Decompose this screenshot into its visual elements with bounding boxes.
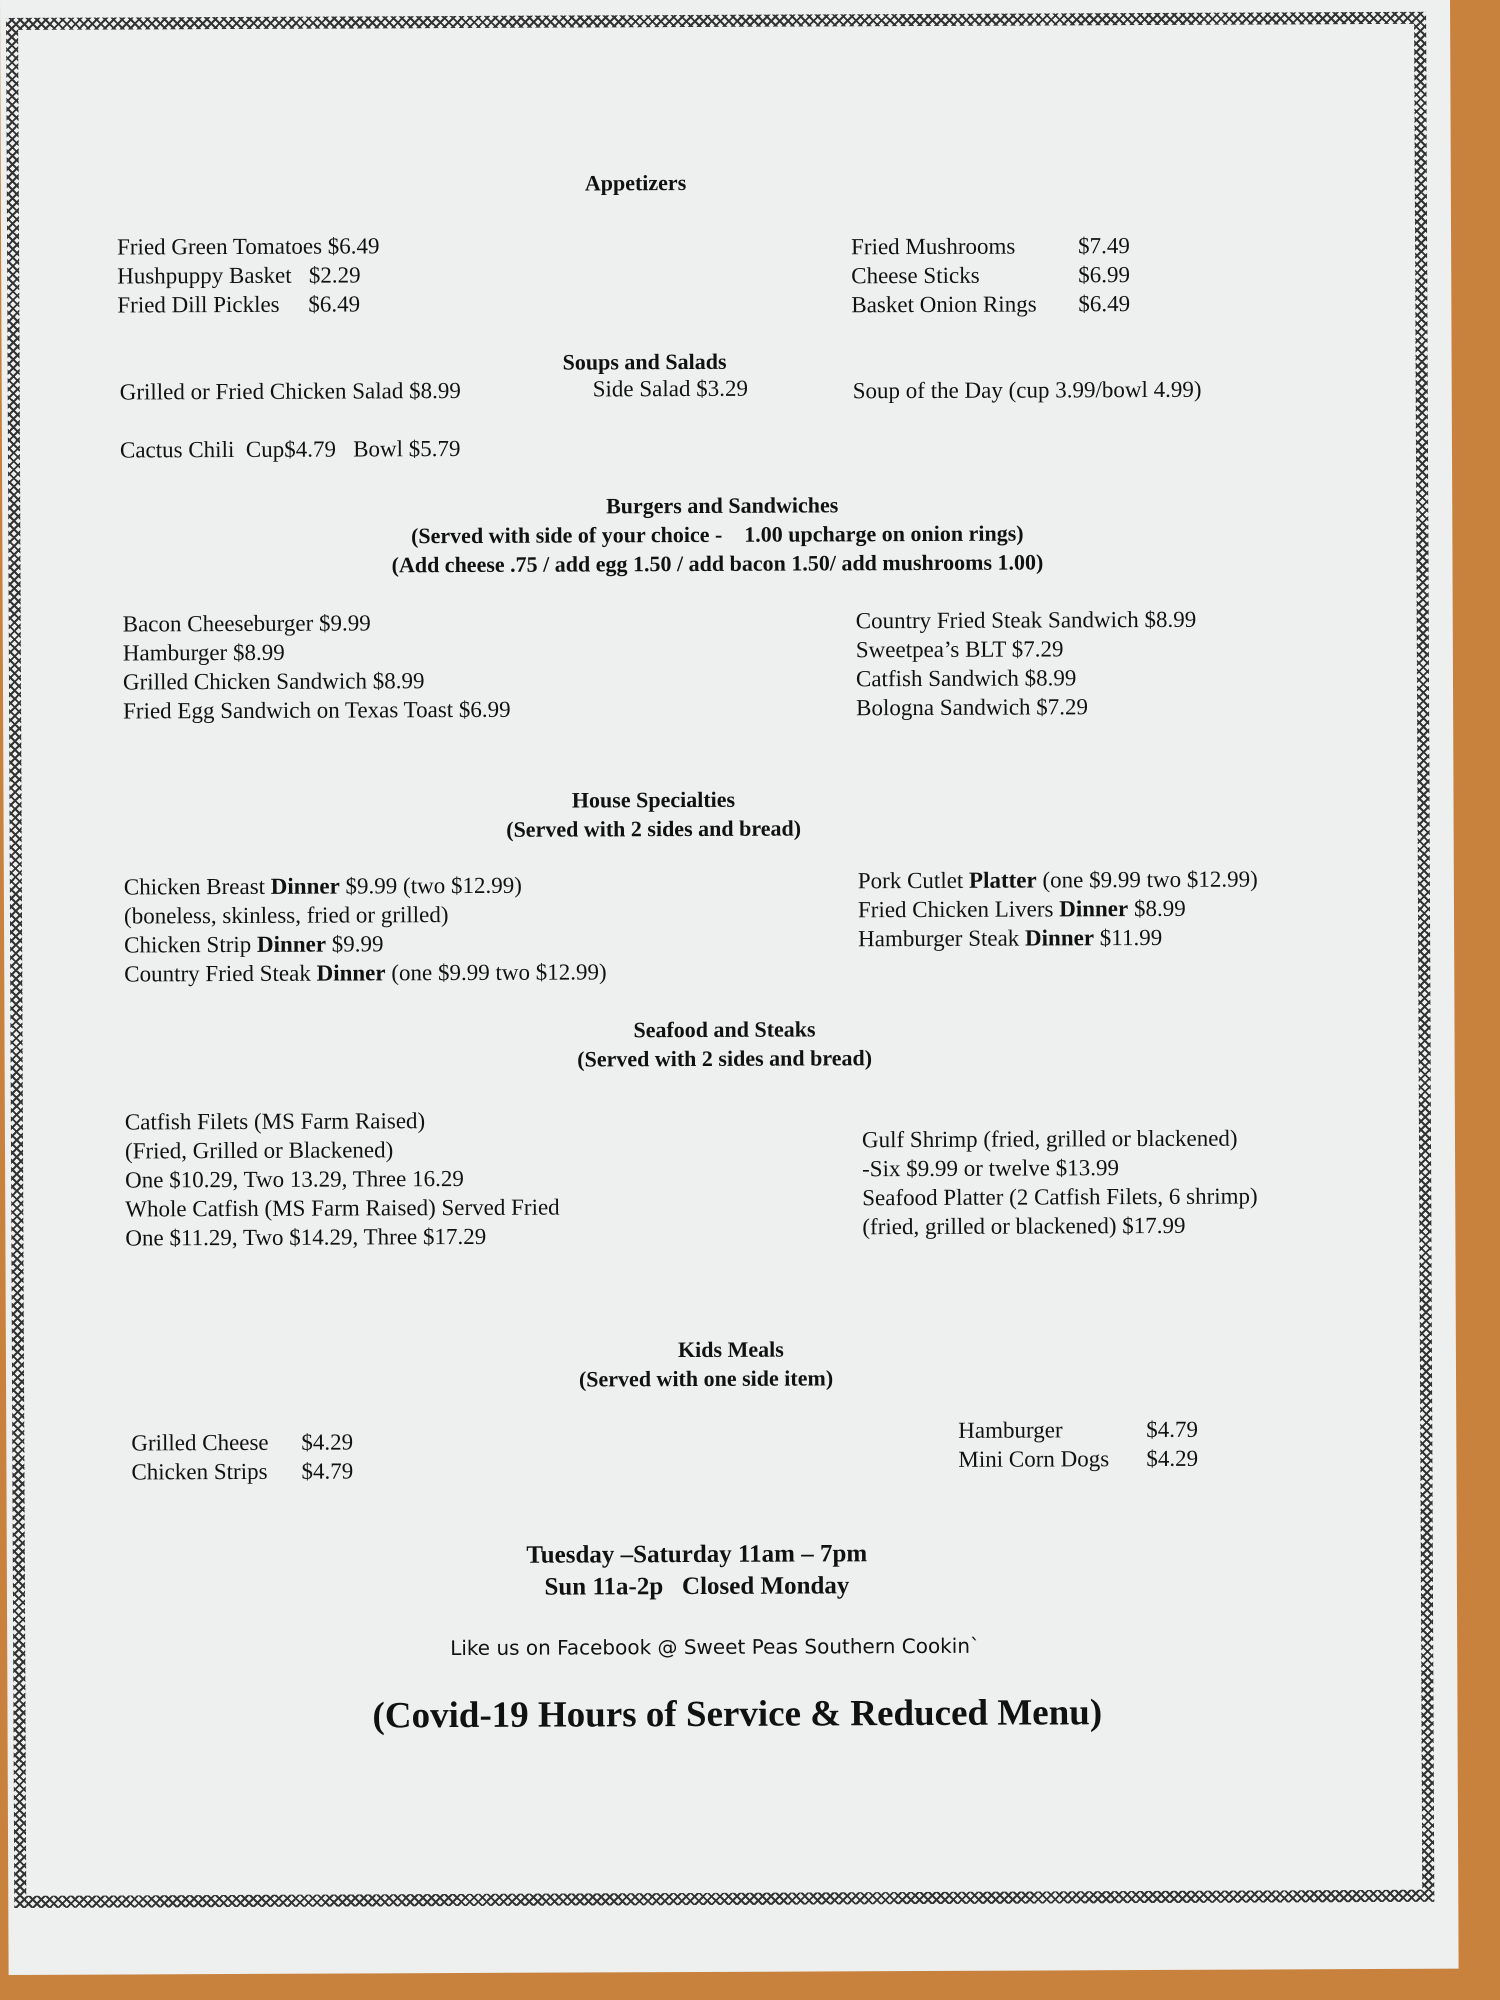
menu-item: Hamburger $8.99 bbox=[122, 639, 285, 666]
menu-item: Hushpuppy Basket $2.29 bbox=[117, 262, 361, 289]
item-price: $11.99 bbox=[1093, 924, 1163, 951]
menu-item: Catfish Filets (MS Farm Raised) bbox=[124, 1108, 426, 1135]
burgers-subheading: (Add cheese .75 / add egg 1.50 / add bacon 1.50/ add mushrooms 1.00) bbox=[391, 549, 1044, 578]
menu-item: Soup of the Day (cup 3.99/bowl 4.99) bbox=[852, 376, 1202, 404]
burgers-left-list bbox=[123, 608, 511, 726]
menu-item: Fried Egg Sandwich on Texas Toast $6.99 bbox=[123, 696, 511, 724]
menu-item bbox=[858, 923, 1258, 954]
menu-item bbox=[858, 865, 1258, 896]
menu-item: Sweetpea’s BLT $7.29 bbox=[855, 636, 1064, 663]
item-price: $9.99 bbox=[325, 931, 384, 957]
house-left-list bbox=[124, 870, 607, 988]
menu-item: Bologna Sandwich $7.29 bbox=[856, 694, 1089, 721]
seafood-heading: Seafood and Steaks bbox=[633, 1016, 816, 1043]
item-price: $8.99 bbox=[1128, 895, 1186, 922]
item-name: Cheese Sticks bbox=[851, 262, 980, 289]
house-subheading: (Served with 2 sides and bread) bbox=[506, 815, 802, 842]
item-text: Country Fried Steak bbox=[124, 960, 317, 987]
menu-item: (Fried, Grilled or Blackened) bbox=[124, 1137, 394, 1164]
item-name: Grilled Cheese bbox=[131, 1429, 269, 1456]
item-price: $4.29 bbox=[301, 1429, 354, 1455]
menu-item bbox=[131, 1427, 353, 1457]
item-name: Fried Mushrooms bbox=[851, 233, 1016, 260]
menu-item: Gulf Shrimp (fried, grilled or blackened) bbox=[861, 1125, 1238, 1153]
item-text: Hamburger Steak bbox=[858, 925, 1026, 952]
menu-item: (fried, grilled or blackened) $17.99 bbox=[862, 1212, 1186, 1240]
item-text: Fried Chicken Livers bbox=[857, 896, 1060, 923]
menu-item: Grilled Chicken Sandwich $8.99 bbox=[122, 668, 425, 695]
menu-item bbox=[124, 928, 606, 959]
menu-item bbox=[851, 289, 1130, 319]
menu-item bbox=[958, 1444, 1198, 1474]
menu-item bbox=[858, 894, 1258, 925]
menu-item: Country Fried Steak Sandwich $8.99 bbox=[855, 606, 1197, 634]
item-text: Chicken Breast bbox=[123, 873, 271, 900]
item-emphasis: Platter bbox=[968, 867, 1037, 893]
item-emphasis: Dinner bbox=[316, 960, 386, 986]
menu-item: Fried Dill Pickles $6.49 bbox=[117, 291, 361, 318]
kids-subheading: (Served with one side item) bbox=[578, 1365, 834, 1392]
menu-item: Grilled or Fried Chicken Salad $8.99 bbox=[119, 377, 461, 405]
item-name: Hamburger bbox=[958, 1417, 1063, 1443]
menu-item bbox=[124, 957, 606, 988]
hours-line-2: Sun 11a-2p Closed Monday bbox=[544, 1572, 850, 1601]
item-text: Pork Cutlet bbox=[857, 867, 970, 894]
appetizers-right-list bbox=[851, 231, 1130, 319]
menu-item: One $11.29, Two $14.29, Three $17.29 bbox=[125, 1223, 487, 1251]
menu-item bbox=[131, 1456, 353, 1486]
appetizers-heading: Appetizers bbox=[584, 170, 687, 196]
item-name: Mini Corn Dogs bbox=[958, 1446, 1110, 1472]
hours-line-1: Tuesday –Saturday 11am – 7pm bbox=[526, 1540, 868, 1569]
menu-item: -Six $9.99 or twelve $13.99 bbox=[862, 1155, 1119, 1182]
item-price: $9.99 (two $12.99) bbox=[339, 872, 522, 899]
item-emphasis: Dinner bbox=[270, 873, 340, 899]
menu-item bbox=[958, 1415, 1198, 1445]
item-text: Chicken Strip bbox=[124, 931, 258, 958]
item-price: $4.79 bbox=[1146, 1416, 1199, 1443]
menu-item: Side Salad $3.29 bbox=[592, 375, 749, 402]
kids-heading: Kids Meals bbox=[677, 1336, 784, 1363]
item-price: (one $9.99 two $12.99) bbox=[1036, 866, 1258, 893]
kids-left-list bbox=[131, 1427, 353, 1486]
menu-item: Fried Green Tomatoes $6.49 bbox=[117, 233, 380, 260]
house-heading: House Specialties bbox=[571, 786, 736, 813]
menu-item: Bacon Cheeseburger $9.99 bbox=[122, 610, 371, 637]
item-price: (one $9.99 two $12.99) bbox=[385, 959, 607, 986]
burgers-right-list bbox=[856, 605, 1197, 722]
seafood-left-list bbox=[125, 1106, 560, 1253]
burgers-subheading: (Served with side of your choice - 1.00 upcharge on onion rings) bbox=[411, 520, 1024, 549]
item-name: Basket Onion Rings bbox=[851, 291, 1037, 318]
menu-item bbox=[851, 231, 1130, 261]
item-price: $6.49 bbox=[1078, 291, 1131, 317]
item-price: $6.99 bbox=[1078, 262, 1131, 288]
soups-heading: Soups and Salads bbox=[562, 348, 727, 375]
menu-item bbox=[124, 899, 606, 930]
burgers-heading: Burgers and Sandwiches bbox=[606, 492, 839, 519]
menu-item bbox=[124, 870, 606, 901]
covid-notice: (Covid-19 Hours of Service & Reduced Menu) bbox=[372, 1692, 1103, 1737]
menu-item bbox=[851, 260, 1130, 290]
kids-right-list bbox=[958, 1415, 1198, 1474]
item-name: Chicken Strips bbox=[131, 1458, 268, 1485]
item-price: $7.49 bbox=[1078, 233, 1130, 259]
item-price: $4.29 bbox=[1146, 1445, 1199, 1472]
menu-item: Seafood Platter (2 Catfish Filets, 6 shrimp) bbox=[862, 1183, 1258, 1211]
appetizers-left-list bbox=[117, 231, 380, 319]
item-text: (boneless, skinless, fried or grilled) bbox=[123, 902, 449, 929]
menu-item: Cactus Chili Cup$4.79 Bowl $5.79 bbox=[119, 435, 461, 463]
item-emphasis: Dinner bbox=[1024, 925, 1095, 951]
item-emphasis: Dinner bbox=[256, 931, 327, 957]
menu-item: One $10.29, Two 13.29, Three 16.29 bbox=[125, 1165, 464, 1193]
item-emphasis: Dinner bbox=[1059, 896, 1129, 922]
item-price: $4.79 bbox=[301, 1458, 354, 1484]
menu-item: Whole Catfish (MS Farm Raised) Served Fried bbox=[125, 1194, 560, 1222]
seafood-subheading: (Served with 2 sides and bread) bbox=[577, 1045, 873, 1072]
facebook-note: Like us on Facebook @ Sweet Peas Southern Cookin` bbox=[450, 1633, 981, 1661]
menu-item: Catfish Sandwich $8.99 bbox=[855, 665, 1077, 692]
seafood-right-list bbox=[862, 1124, 1258, 1242]
house-right-list bbox=[858, 865, 1258, 954]
